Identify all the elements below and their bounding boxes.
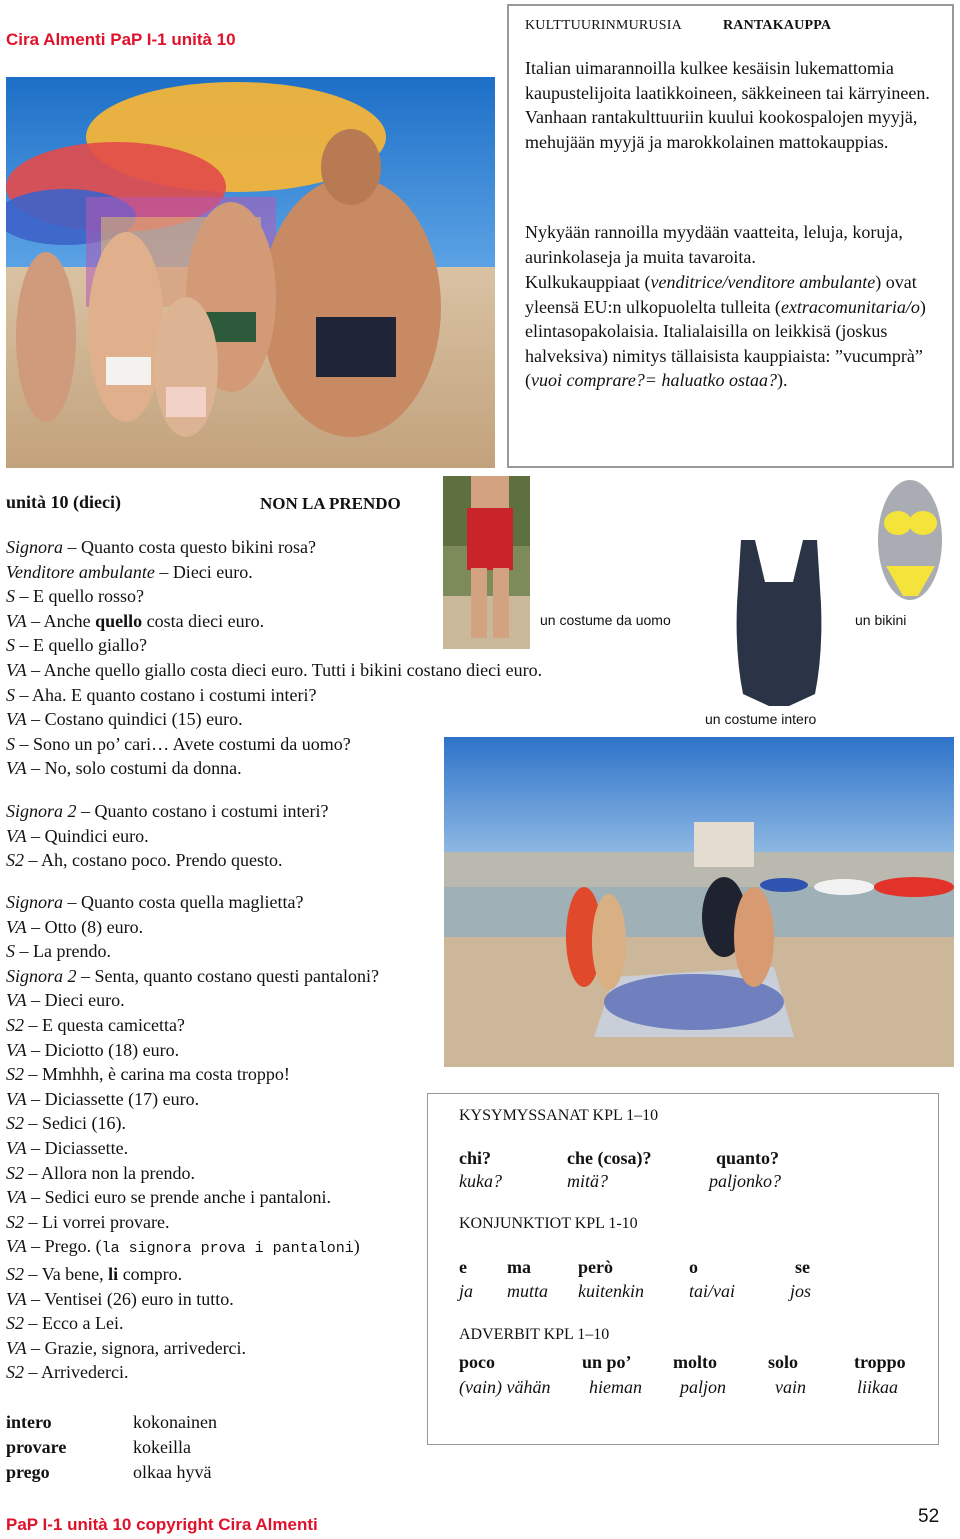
- beach-market-photo: [444, 737, 954, 1067]
- dialogue-line: S2 – Va bene, li compro.: [6, 1263, 183, 1284]
- caption-bikini: un bikini: [855, 612, 907, 628]
- conjunctions-heading: KONJUNKTIOT KPL 1-10: [459, 1215, 638, 1232]
- conjunction: o: [689, 1257, 698, 1277]
- dialogue-line: Signora – Quanto costa quella maglietta?: [6, 892, 304, 912]
- dialogue-line: VA – Sedici euro se prende anche i pantaloni.: [6, 1187, 332, 1208]
- dialogue-line: S2 – Allora non la prendo.: [6, 1162, 195, 1183]
- question-word: quanto?: [716, 1148, 780, 1168]
- conjunction: però: [578, 1257, 613, 1277]
- dialogue-line: VA – Quindici euro.: [6, 825, 149, 846]
- dialogue-line: VA – No, solo costumi da donna.: [6, 758, 242, 779]
- culture-box: [507, 4, 954, 468]
- dialogue-line: S2 – Ah, costano poco. Prendo questo.: [6, 850, 283, 871]
- dialogue-line: VA – Grazie, signora, arrivederci.: [6, 1337, 247, 1358]
- glossary-row: intero kokonainen: [6, 1412, 217, 1432]
- adverb: molto: [673, 1352, 717, 1372]
- dialogue-line: S – La prendo.: [6, 941, 111, 962]
- adverb-translation: (vain) vähän: [459, 1377, 551, 1397]
- culture-label: KULTTUURINMURUSIA: [525, 18, 682, 33]
- page-number: 52: [918, 1506, 940, 1527]
- dialogue-line: S – E quello giallo?: [6, 635, 147, 656]
- caption-man-costume: un costume da uomo: [540, 612, 671, 628]
- glossary: [6, 1410, 217, 1485]
- question-word-translation: mitä?: [567, 1171, 609, 1191]
- adverb: un po’: [582, 1352, 632, 1372]
- adverb: solo: [768, 1352, 799, 1372]
- conjunction-translation: kuitenkin: [578, 1281, 644, 1301]
- conjunction: ma: [507, 1257, 531, 1277]
- dialogue-line: VA – Diciassette (17) euro.: [6, 1088, 200, 1109]
- dialogue-line: VA – Ventisei (26) euro in tutto.: [6, 1288, 234, 1309]
- glossary-row: prego olkaa hyvä: [6, 1462, 212, 1482]
- dialogue-line: VA – Costano quindici (15) euro.: [6, 709, 243, 730]
- dialogue-line: S2 – Ecco a Lei.: [6, 1313, 124, 1334]
- adverb: poco: [459, 1352, 495, 1372]
- dialogue-line: VA – Prego. (la signora prova i pantaloni): [6, 1236, 360, 1258]
- unit-heading: unità 10 (dieci): [6, 492, 121, 512]
- lesson-title: NON LA PRENDO: [260, 494, 401, 513]
- bikini-photo: [868, 478, 953, 608]
- dialogue-line: VA – Diciassette.: [6, 1137, 129, 1158]
- dialogue-line: S2 – Mmhhh, è carina ma costa troppo!: [6, 1064, 290, 1085]
- culture-paragraph-1: Italian uimarannoilla kulkee kesäisin lukemattomia kaupustelijoita laatikkoineen, säkkeineen tai kärryineen. Vanhaan rantakulttuuriin kuului kookospalojen myyjä, mehujään myyjä ja marokkolainen mattokauppias.: [525, 58, 930, 152]
- adverb-translation: paljon: [680, 1377, 727, 1397]
- adverb: troppo: [854, 1352, 906, 1372]
- question-word: chi?: [459, 1148, 492, 1168]
- dialogue-line: S – E quello rosso?: [6, 586, 144, 607]
- dialogue-2: [6, 799, 328, 873]
- conjunction-translation: mutta: [507, 1281, 549, 1301]
- culture-title: RANTAKAUPPA: [723, 18, 832, 33]
- caption-one-piece: un costume intero: [705, 711, 817, 727]
- vocabulary-box: [427, 1093, 939, 1445]
- dialogue-line: VA – Diciotto (18) euro.: [6, 1039, 180, 1060]
- dialogue-line: VA – Dieci euro.: [6, 990, 125, 1011]
- question-word: che (cosa)?: [567, 1148, 652, 1168]
- conjunction-translation: tai/vai: [689, 1281, 735, 1301]
- question-words-heading: KYSYMYSSANAT KPL 1–10: [459, 1107, 659, 1124]
- question-word-translation: paljonko?: [709, 1171, 781, 1191]
- dialogue-line: Signora 2 – Quanto costano i costumi interi?: [6, 801, 329, 821]
- adverbs-heading: ADVERBIT KPL 1–10: [459, 1326, 610, 1343]
- dialogue-line: S2 – Li vorrei provare.: [6, 1211, 170, 1232]
- dialogue-line: VA – Anche quello costa dieci euro.: [6, 610, 265, 631]
- dialogue-line: S2 – E questa camicetta?: [6, 1014, 185, 1035]
- dialogue-line: Signora 2 – Senta, quanto costano questi pantaloni?: [6, 965, 379, 986]
- adverb-translation: vain: [775, 1377, 806, 1397]
- course-title: Cira Almenti PaP I-1 unità 10: [6, 30, 236, 49]
- adverb-translation: hieman: [589, 1377, 642, 1397]
- dialogue-line: S2 – Arrivederci.: [6, 1362, 129, 1383]
- beach-vendor-photo: [6, 77, 495, 468]
- dialogue-line: VA – Anche quello giallo costa dieci euro. Tutti i bikini costano dieci euro.: [6, 659, 543, 680]
- dialogue-line: S2 – Sedici (16).: [6, 1113, 126, 1134]
- conjunction: e: [459, 1257, 467, 1277]
- adverb-translation: liikaa: [857, 1377, 898, 1397]
- conjunction-translation: jos: [790, 1281, 812, 1301]
- conjunction-translation: ja: [459, 1281, 474, 1301]
- dialogue-line: S – Aha. E quanto costano i costumi interi?: [6, 684, 317, 705]
- one-piece-costume-photo: [719, 534, 839, 709]
- culture-paragraph-2: Nykyään rannoilla myydään vaatteita, leluja, koruja, aurinkolaseja ja muita tavaroita.: [525, 222, 903, 267]
- dialogue-3: [6, 890, 379, 1385]
- dialogue-line: Venditore ambulante – Dieci euro.: [6, 561, 253, 582]
- glossary-row: provare kokeilla: [6, 1437, 191, 1457]
- dialogue-line: S – Sono un po’ cari… Avete costumi da uomo?: [6, 733, 351, 754]
- question-word-translation: kuka?: [459, 1171, 502, 1191]
- dialogue-line: Signora – Quanto costa questo bikini rosa?: [6, 537, 316, 557]
- culture-paragraph-3: Kulkukauppiaat (venditrice/venditore ambulante) ovat yleensä EU:n ulkopuolelta tulleita (extracomunitaria/o) elintasopakolaisia. Italialaisilla on leikkisä (joskus halveksiva) nimitys tällaisista kauppiaista: ”vucumprà” (vuoi comprare?= haluatko ostaa?).: [525, 272, 926, 390]
- dialogue-line: VA – Otto (8) euro.: [6, 916, 144, 937]
- conjunction: se: [795, 1257, 810, 1277]
- footer-copyright: PaP I-1 unità 10 copyright Cira Almenti: [6, 1515, 318, 1534]
